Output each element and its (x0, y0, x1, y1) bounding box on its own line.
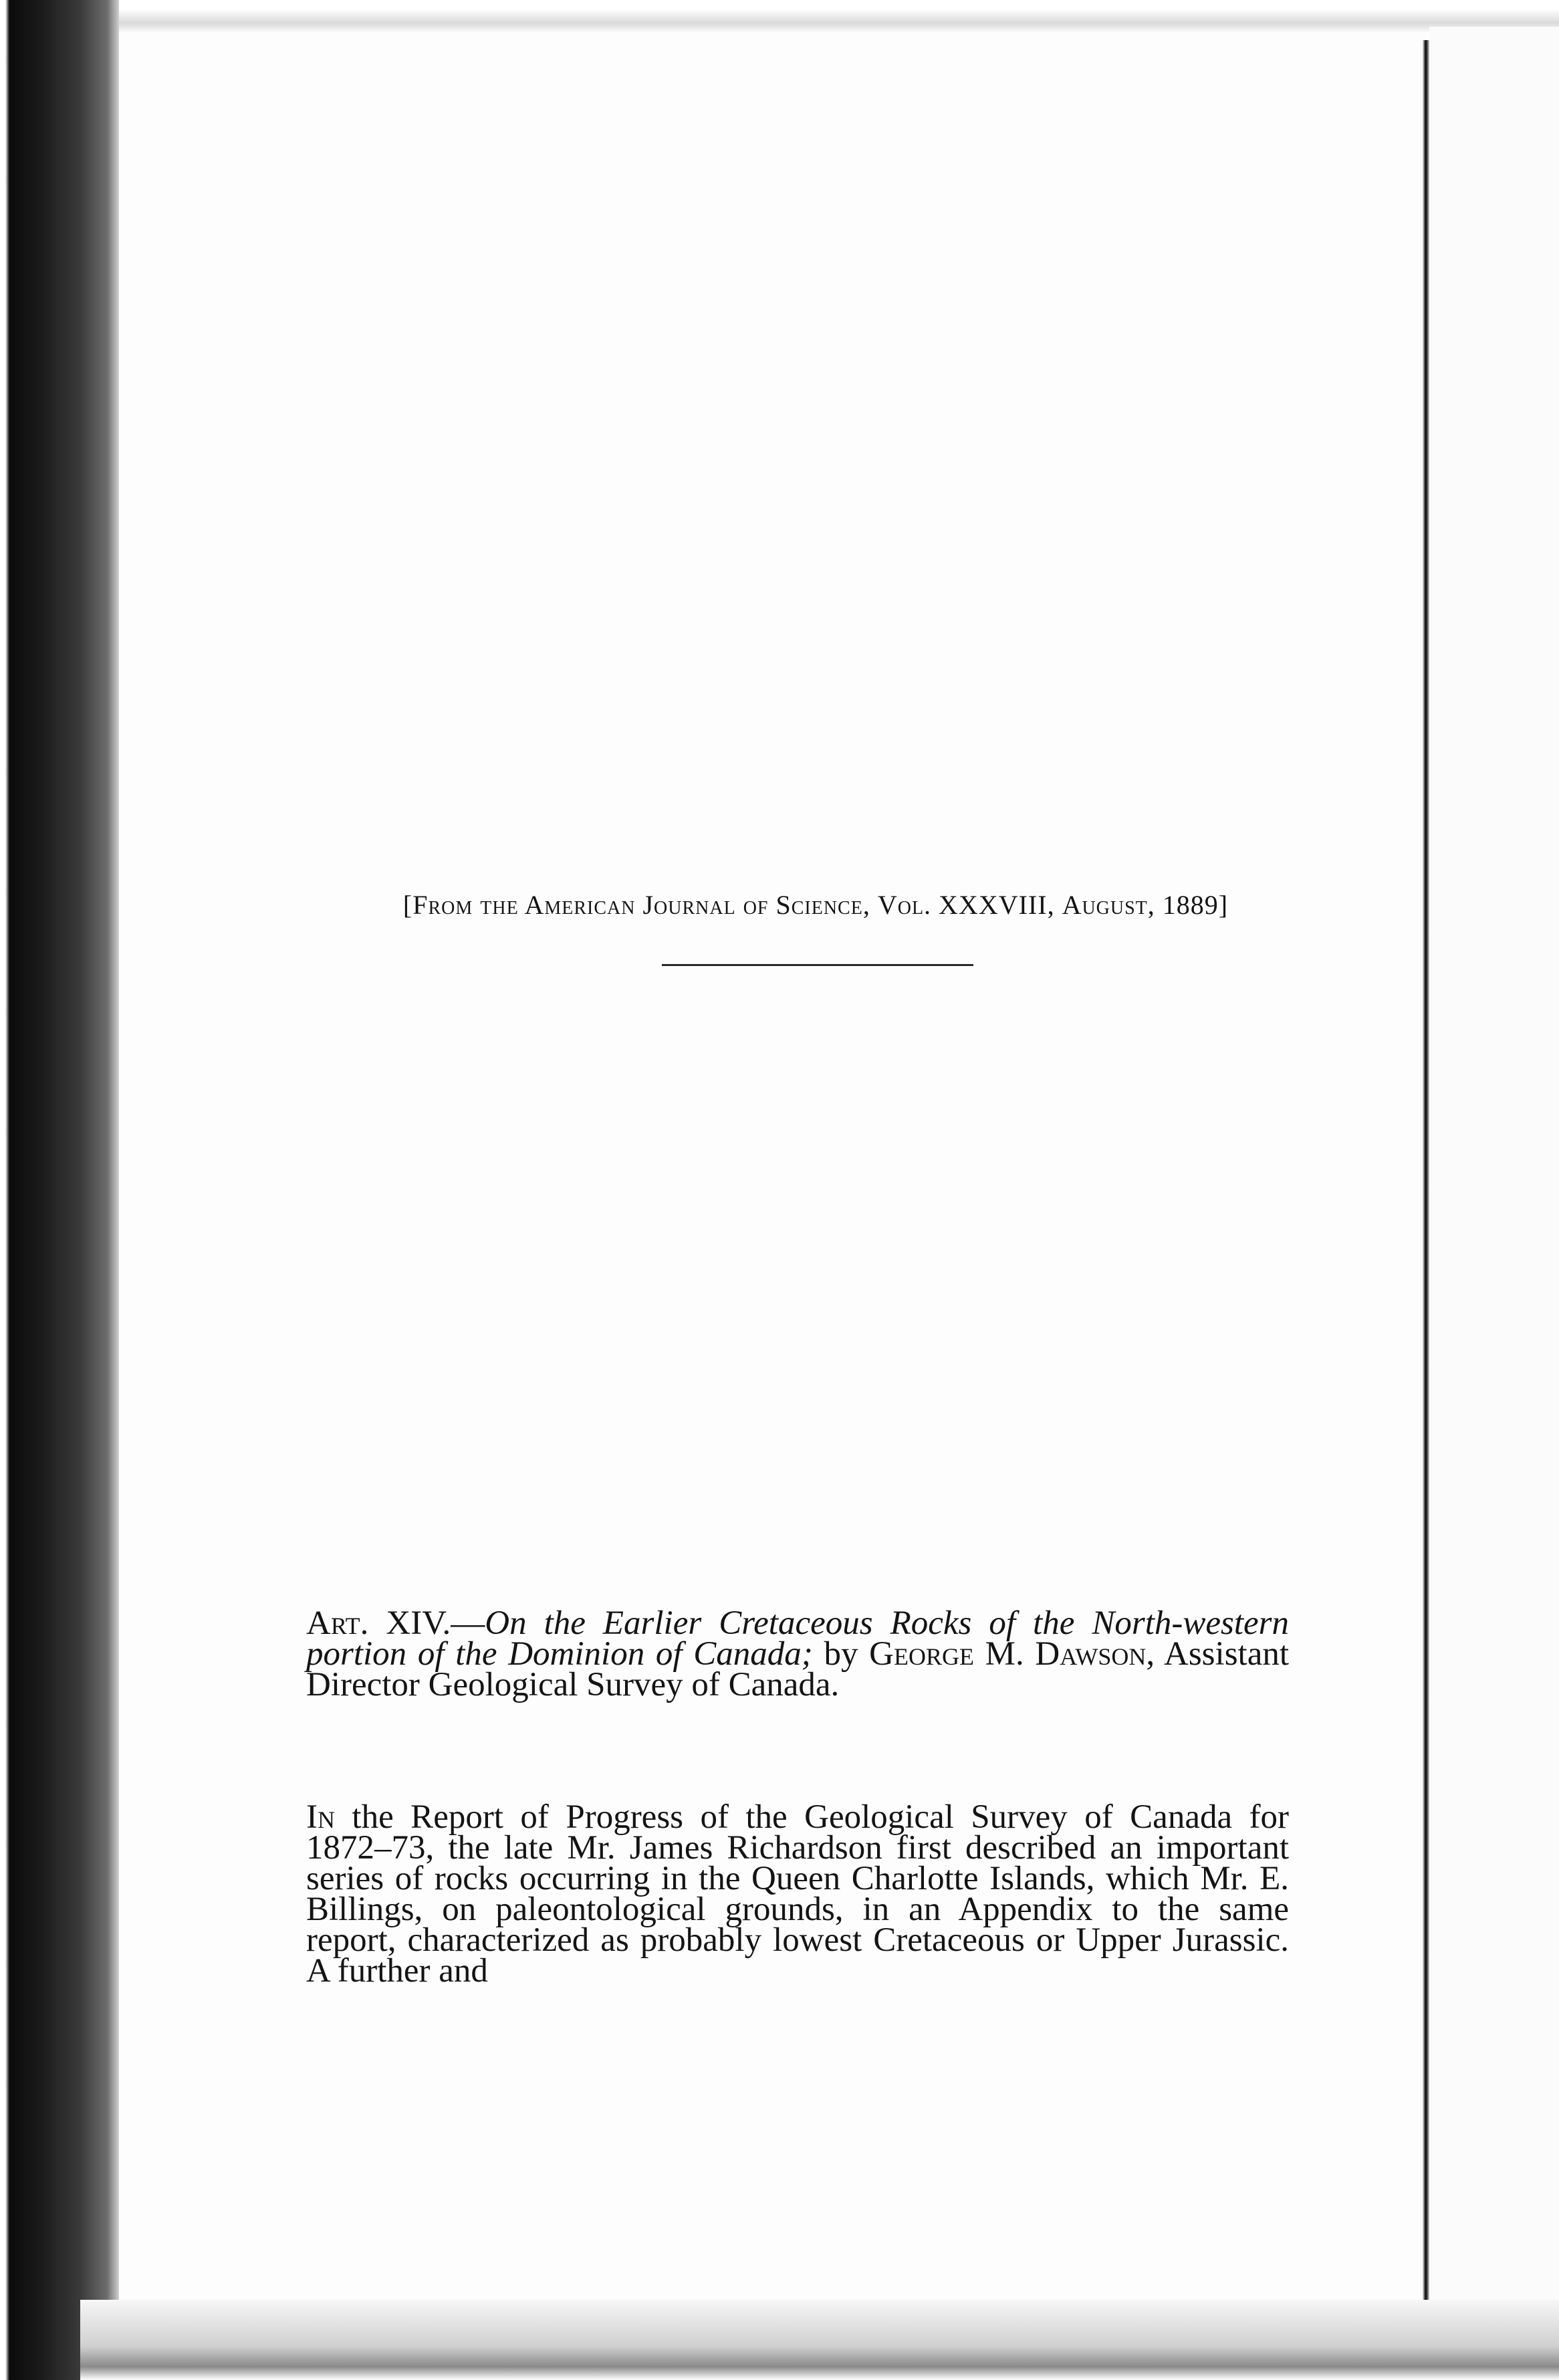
article-paragraph (306, 1798, 1289, 1990)
source-volume: Vol. XXXVIII (877, 890, 1048, 920)
source-citation: [From the American Journal of Science, Vol. XXXVIII, August, 1889] (402, 890, 1229, 920)
paragraph-text: the Report of Progress of the Geological Survey of Canada for 1872–73, the late Mr. James Richardson first described an important series of rocks occurring in the Queen Charlotte Islands, which Mr. E. Billings, on paleontological grounds, in an Appendix to the same report, characterized as probably lowest Cretaceous or Upper Jurassic. A further and (306, 1798, 1289, 1990)
page-bottom-edge (80, 2300, 1559, 2380)
facing-page-edge (1429, 27, 1559, 2360)
source-bracket-close: ] (1218, 890, 1229, 920)
source-journal: From the American Journal of Science (412, 890, 863, 920)
article-affiliation: , Assistant Director Geological Survey of Canada. (306, 1635, 1290, 1703)
paragraph-lead: In (306, 1798, 335, 1836)
article-heading (306, 1604, 1290, 1703)
article-author: George M. Dawson (869, 1635, 1147, 1673)
article-dash: — (451, 1604, 485, 1642)
book-binding-edge (0, 0, 119, 2380)
divider-rule (662, 964, 973, 966)
source-bracket-open: [ (402, 890, 413, 920)
article-title: On the Earlier Cretaceous Rocks of the North-western portion of the Dominion of Canada; (306, 1604, 1289, 1673)
page-top-edge (119, 0, 1559, 32)
article-by: by (812, 1635, 870, 1673)
page-fold (1423, 40, 1429, 2360)
article-number: Art. XIV. (306, 1604, 451, 1642)
source-date: August, 1889 (1062, 890, 1219, 920)
